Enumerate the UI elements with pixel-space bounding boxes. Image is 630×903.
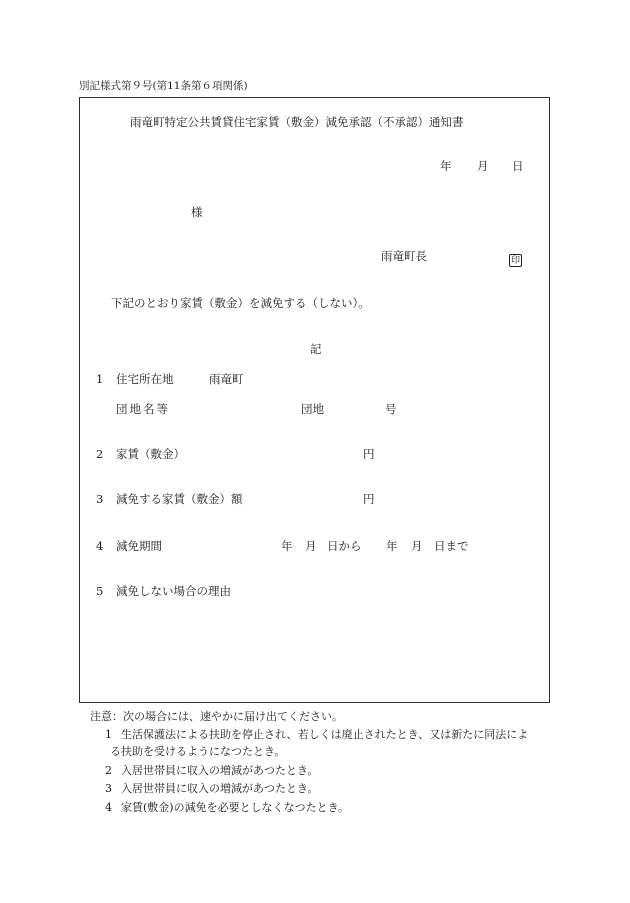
intro-text: 下記のとおり家賃（敷金）を減免する（しない）。: [111, 296, 370, 310]
note3-text: 入居世帯員に収入の増減があつたとき。: [121, 782, 319, 795]
seal-icon: 印: [510, 256, 520, 266]
note1-line2: る扶助を受けるようになつたとき。: [110, 745, 286, 758]
form-title: 雨竜町特定公共賃貸住宅家賃（敷金）減免承認（不承認）通知書: [130, 115, 464, 129]
note2-number: 2: [105, 764, 112, 777]
item4-year1: 年: [281, 539, 293, 553]
note4-text: 家賃(敷金)の減免を必要としなくなつたとき。: [121, 801, 350, 814]
note2-text: 入居世帯員に収入の増減があつたとき。: [121, 764, 319, 777]
item4-month1: 月: [305, 539, 317, 553]
item1-label: 住宅所在地: [116, 372, 174, 386]
item5-label: 減免しない場合の理由: [116, 584, 231, 598]
item1b-danchi: 団地: [301, 402, 324, 416]
note1-number: 1: [105, 728, 112, 741]
ki-heading: 記: [310, 342, 322, 356]
item1-value: 雨竜町: [209, 372, 244, 386]
item5-number: 5: [96, 584, 104, 598]
note1-line1: 生活保護法による扶助を停止され、若しくは廃止されたとき、又は新たに同法によ: [121, 728, 529, 741]
item4-number: 4: [96, 539, 104, 553]
item4-year2: 年: [386, 539, 398, 553]
item4-label: 減免期間: [116, 539, 162, 553]
item2-number: 2: [96, 447, 104, 461]
addressee-suffix: 様: [191, 205, 203, 219]
item3-number: 3: [96, 492, 104, 506]
item1b-label: 団地名等: [116, 402, 170, 416]
note3-number: 3: [105, 782, 112, 795]
item2-unit: 円: [363, 447, 375, 461]
issuer-name: 雨竜町長: [381, 249, 427, 263]
item3-unit: 円: [363, 492, 375, 506]
seal-mark: [509, 250, 522, 267]
date-day: 日: [512, 159, 524, 173]
note4-number: 4: [105, 801, 112, 814]
item4-day1: 日から: [327, 539, 362, 553]
item3-label: 減免する家賃（敷金）額: [116, 492, 243, 506]
notes-heading: 注意：次の場合には、速やかに届け出てください。: [90, 710, 343, 723]
item2-label: 家賃（敷金）: [116, 447, 185, 461]
form-frame: [79, 97, 550, 703]
item4-month2: 月: [411, 539, 423, 553]
item4-day2: 日まで: [434, 539, 469, 553]
item1-number: 1: [96, 372, 104, 386]
item1b-go: 号: [385, 402, 397, 416]
form-label: 別記様式第９号(第11条第６項関係): [79, 80, 248, 92]
date-month: 月: [477, 159, 489, 173]
date-year: 年: [440, 159, 452, 173]
